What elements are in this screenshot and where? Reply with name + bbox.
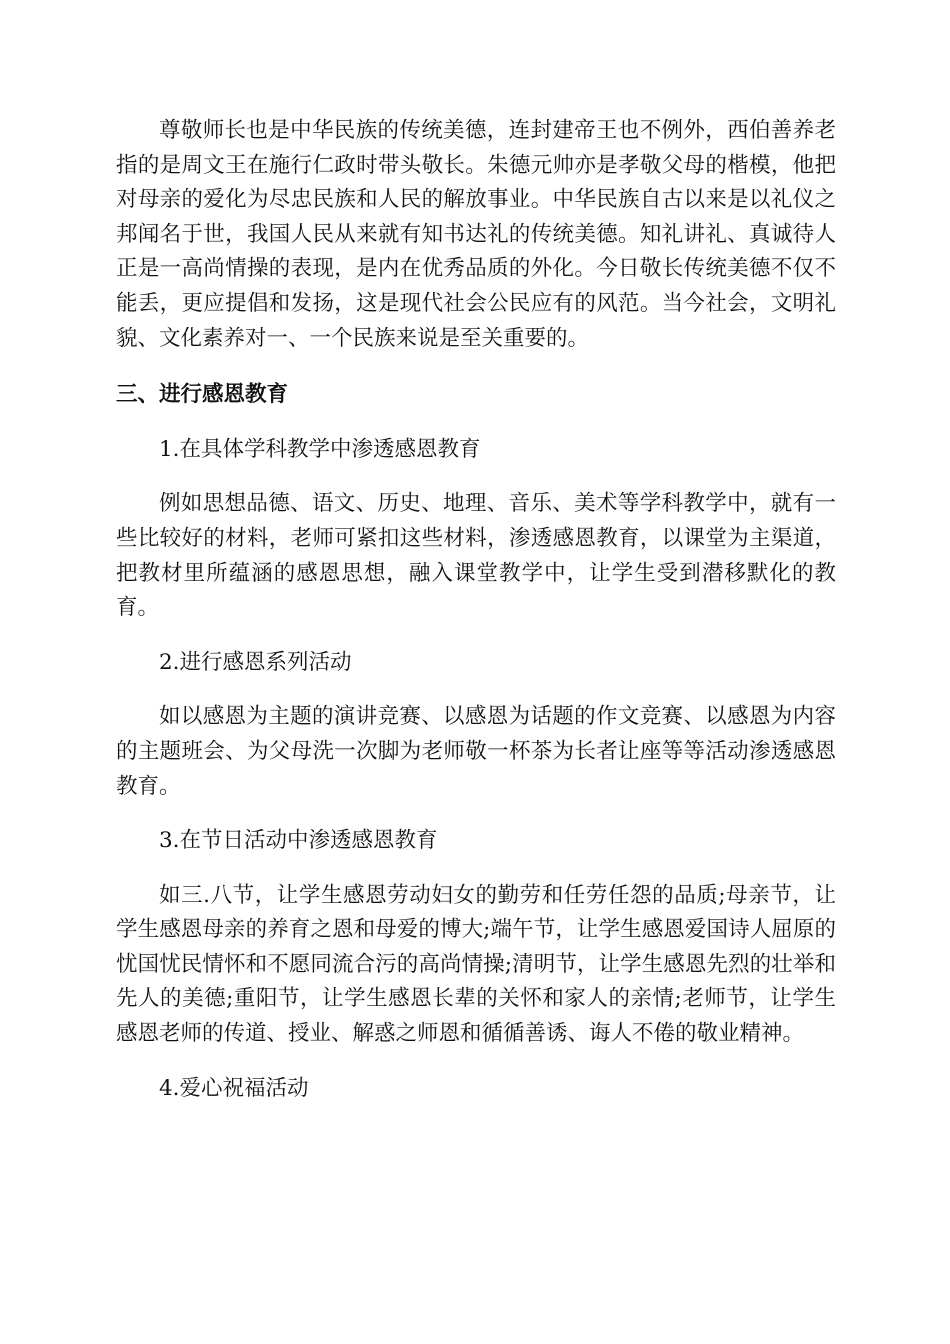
spacer [116, 467, 836, 487]
section-heading-gratitude-education: 三、进行感恩教育 [116, 382, 289, 408]
paragraph-gratitude-activities: 如以感恩为主题的演讲竞赛、以感恩为话题的作文竞赛、以感恩为内容的主题班会、为父母洗一次脚为老师敬一杯茶为长者让座等等活动渗透感恩教育。 [116, 704, 836, 799]
paragraph-holiday-activities: 如三.八节，让学生感恩劳动妇女的勤劳和任劳任怨的品质;母亲节，让学生感恩母亲的养育之恩和母爱的博大;端午节，让学生感恩爱国诗人屈原的忧国忧民情怀和不愿同流合污的高尚情操;清明节，让学生感恩先烈的壮举和先人的美德;重阳节，让学生感恩长辈的关怀和家人的亲情;老师节，让学生感恩老师的传道、授业、解惑之师恩和循循善诱、诲人不倦的敬业精神。 [116, 882, 836, 1047]
subheading-subject-teaching: 1.在具体学科教学中渗透感恩教育 [159, 436, 481, 462]
spacer [116, 356, 836, 378]
spacer [116, 626, 836, 646]
spacer [116, 1052, 836, 1072]
spacer [116, 859, 836, 879]
subheading-gratitude-activities: 2.进行感恩系列活动 [159, 649, 352, 675]
paragraph-subject-teaching: 例如思想品德、语文、历史、地理、音乐、美术等学科教学中，就有一些比较好的材料，老师可紧扣这些材料，渗透感恩教育，以课堂为主渠道，把教材里所蕴涵的感恩思想，融入课堂教学中，让学生受到潜移默化的教育。 [116, 491, 836, 621]
spacer [116, 413, 836, 433]
spacer [116, 680, 836, 700]
paragraph-respect-teachers: 尊敬师长也是中华民族的传统美德，连封建帝王也不例外，西伯善养老指的是周文王在施行仁政时带头敬长。朱德元帅亦是孝敬父母的楷模，他把对母亲的爱化为尽忠民族和人民的解放事业。中华民族自古以来是以礼仪之邦闻名于世，我国人民从来就有知书达礼的传统美德。知礼讲礼、真诚待人正是一高尚情操的表现，是内在优秀品质的外化。今日敬长传统美德不仅不能丢，更应提倡和发扬，这是现代社会公民应有的风范。当今社会，文明礼貌、文化素养对一、一个民族来说是至关重要的。 [116, 118, 836, 351]
document-page [116, 114, 836, 1106]
subheading-holiday-activities: 3.在节日活动中渗透感恩教育 [159, 828, 438, 854]
subheading-love-blessing: 4.爱心祝福活动 [159, 1075, 309, 1101]
spacer [116, 804, 836, 824]
